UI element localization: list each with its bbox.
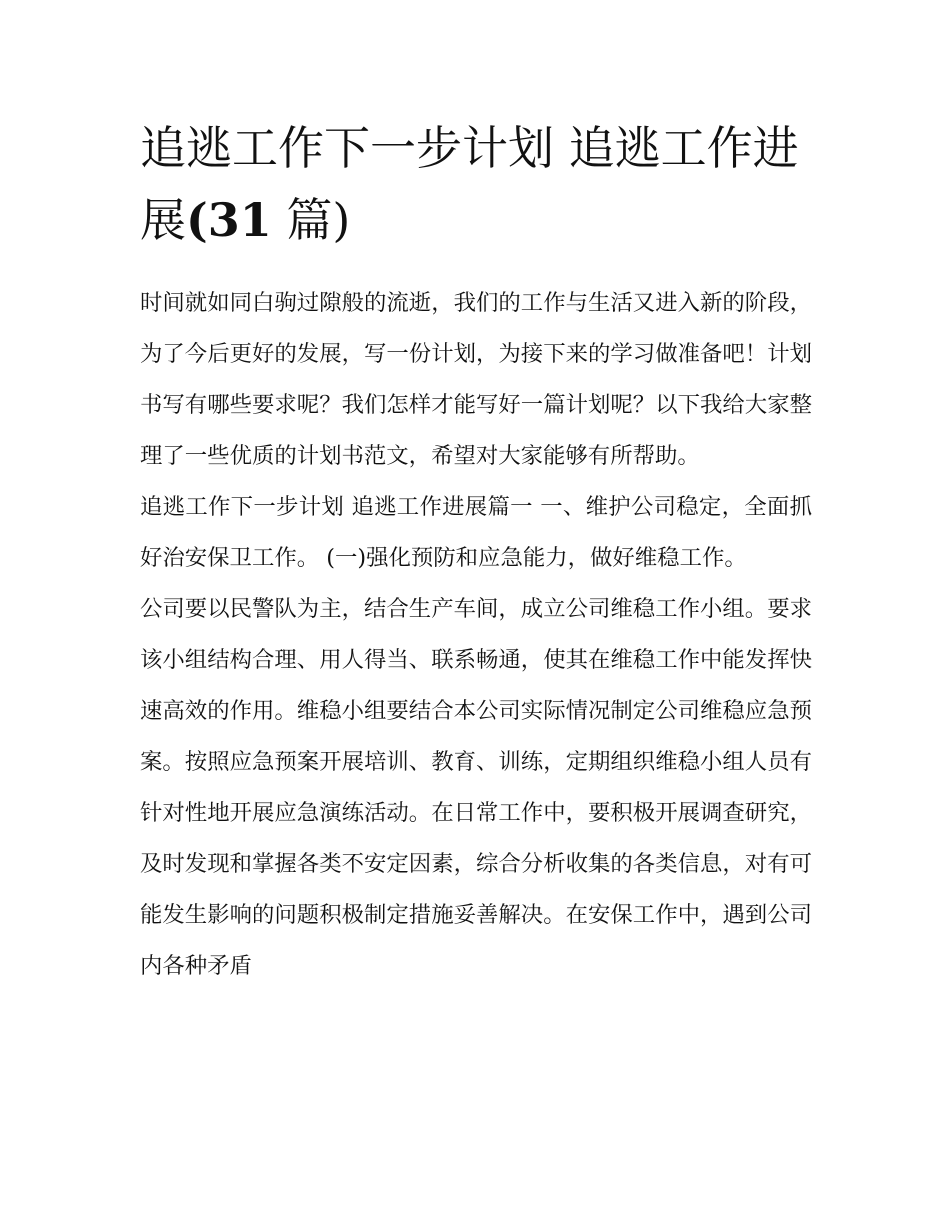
section-heading-paragraph: 追逃工作下一步计划 追逃工作进展篇一 一、维护公司稳定，全面抓好治安保卫工作。 (一)强化预防和应急能力，做好维稳工作。 bbox=[140, 494, 812, 571]
intro-paragraph: 时间就如同白驹过隙般的流逝，我们的工作与生活又进入新的阶段，为了今后更好的发展，写一份计划，为接下来的学习做准备吧！计划书写有哪些要求呢？我们怎样才能写好一篇计划呢？以下我给大家整理了一些优质的计划书范文，希望对大家能够有所帮助。 bbox=[140, 290, 812, 469]
title-suffix: 篇) bbox=[271, 193, 351, 247]
document-title bbox=[140, 112, 820, 256]
document-body bbox=[140, 278, 812, 992]
body-paragraph: 公司要以民警队为主，结合生产车间，成立公司维稳工作小组。要求该小组结构合理、用人得当、联系畅通，使其在维稳工作中能发挥快速高效的作用。维稳小组要结合本公司实际情况制定公司维稳应急预案。按照应急预案开展培训、教育、训练，定期组织维稳小组人员有针对性地开展应急演练活动。在日常工作中，要积极开展调查研究，及时发现和掌握各类不安定因素，综合分析收集的各类信息，对有可能发生影响的问题积极制定措施妥善解决。在安保工作中，遇到公司内各种矛盾 bbox=[140, 596, 812, 979]
title-count: (31 bbox=[186, 193, 272, 247]
title-text: 追逃工作下一步计划 追逃工作进展 bbox=[140, 121, 799, 247]
